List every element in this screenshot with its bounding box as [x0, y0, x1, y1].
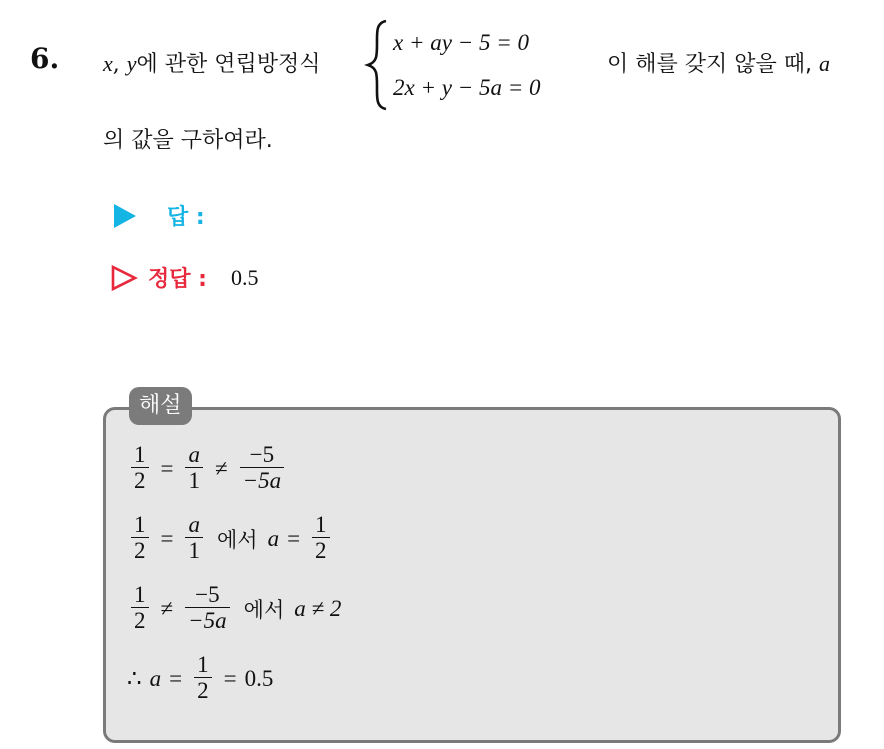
- korean-word: 에서: [216, 527, 258, 552]
- fraction-numerator: 1: [315, 512, 327, 537]
- operator: ≠: [160, 595, 174, 621]
- fraction: [131, 583, 149, 634]
- fraction-denominator: 1: [185, 537, 203, 564]
- fraction: [194, 653, 212, 704]
- correct-answer-value: 0.5: [230, 264, 259, 290]
- question-stem: [103, 50, 321, 79]
- fraction-denominator: 2: [131, 607, 149, 634]
- stem-separator: ,: [112, 52, 120, 77]
- answer-row: [113, 200, 235, 231]
- fraction-numerator: a: [188, 442, 200, 467]
- solution-line-3: [127, 583, 341, 634]
- fraction-numerator: 1: [134, 512, 146, 537]
- system-equation-2: 2x + y − 5a = 0: [393, 75, 541, 100]
- operator: =: [169, 665, 183, 691]
- stem-suffix-text: 이 해를 갖지 않을 때,: [607, 52, 812, 77]
- fraction-denominator: 2: [131, 537, 149, 564]
- variable: a: [149, 665, 162, 691]
- fraction-denominator: 2: [194, 677, 212, 704]
- solution-tab: 해설: [129, 387, 192, 425]
- variable: a: [267, 525, 280, 551]
- outline-triangle-icon: [110, 264, 138, 292]
- fraction-numerator: −5: [195, 582, 220, 607]
- solution-line-1: [127, 443, 288, 494]
- operator: =: [223, 665, 237, 691]
- fraction: [185, 513, 203, 564]
- question-stem-line2: 의 값을 구하여라.: [103, 128, 273, 153]
- fraction: [185, 443, 203, 494]
- operator: =: [160, 455, 174, 481]
- fraction-numerator: 1: [134, 442, 146, 467]
- therefore-symbol: ∴: [127, 665, 142, 691]
- correct-answer-row: [110, 262, 258, 293]
- fraction: [185, 583, 230, 634]
- correct-answer-label: 정답 :: [148, 267, 207, 292]
- fraction-numerator: 1: [197, 652, 209, 677]
- fraction-denominator: 2: [131, 467, 149, 494]
- fraction-denominator: 2: [312, 537, 330, 564]
- fraction: [312, 513, 330, 564]
- stem-var-x: x: [103, 51, 113, 76]
- korean-word: 에서: [243, 597, 285, 622]
- filled-triangle-icon: [113, 203, 137, 229]
- final-result: 0.5: [244, 665, 274, 691]
- solution-line-2: [127, 513, 334, 564]
- operator: =: [287, 525, 301, 551]
- stem-text: 에 관한 연립방정식: [136, 52, 321, 77]
- fraction-numerator: 1: [134, 582, 146, 607]
- fraction-denominator: −5a: [185, 607, 230, 634]
- fraction-denominator: −5a: [240, 467, 285, 494]
- fraction: [240, 443, 285, 494]
- fraction-denominator: 1: [185, 467, 203, 494]
- question-number: 6.: [30, 42, 60, 75]
- answer-label: 답 :: [167, 205, 205, 230]
- fraction: [131, 513, 149, 564]
- operator: =: [160, 525, 174, 551]
- stem-suffix-var: a: [818, 51, 830, 76]
- system-equation-1: x + ay − 5 = 0: [393, 30, 529, 55]
- stem-var-y: y: [126, 51, 137, 76]
- fraction-numerator: −5: [249, 442, 275, 467]
- operator: ≠: [214, 455, 228, 481]
- fraction: [131, 443, 149, 494]
- math-expression: a ≠ 2: [294, 595, 342, 621]
- system-brace-icon: [364, 18, 390, 112]
- solution-line-4: [127, 653, 273, 704]
- fraction-numerator: a: [188, 512, 200, 537]
- question-stem-suffix: [607, 50, 830, 79]
